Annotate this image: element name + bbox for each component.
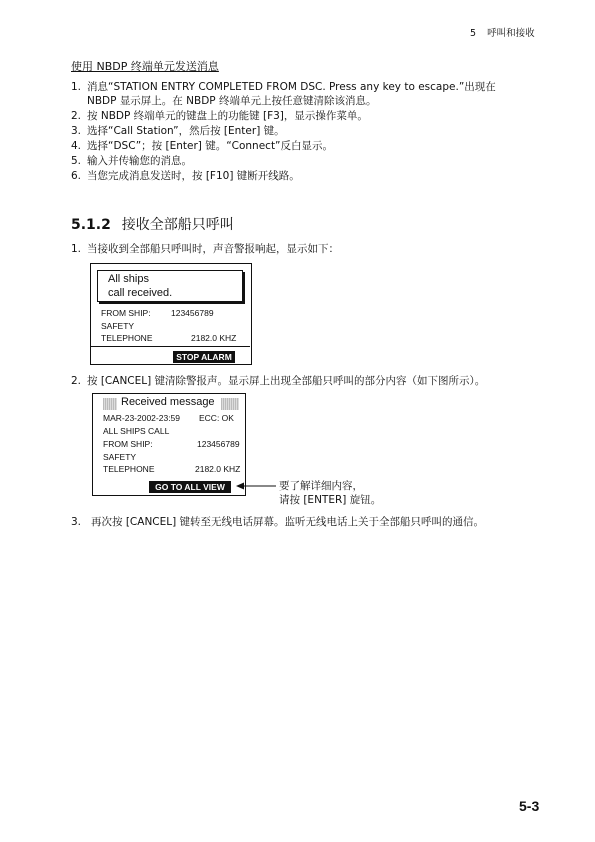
- from-ship-label: FROM SHIP:: [101, 308, 151, 318]
- from-ship-value: 123456789: [197, 439, 240, 449]
- page-number: 5-3: [519, 798, 540, 814]
- list-item: 2. 按 [CANCEL] 键清除警报声。显示屏上出现全部船只呼叫的部分内容（如下图所示）。: [71, 375, 486, 387]
- call-type-value: ALL SHIPS CALL: [103, 426, 170, 436]
- stop-alarm-button[interactable]: STOP ALARM: [173, 351, 235, 363]
- alarm-message-line2: call received.: [108, 287, 173, 299]
- subsection-heading: [71, 214, 234, 234]
- divider: [91, 346, 250, 347]
- title-bar-right: [221, 398, 239, 410]
- list-item: 3. 再次按 [CANCEL] 键转至无线电话屏幕。监听无线电话上关于全部船只呼叫的通信。: [71, 516, 485, 528]
- callout-arrow-icon: [236, 481, 276, 491]
- list-item: 1. 当接收到全部船只呼叫时，声音警报响起，显示如下：: [71, 243, 339, 255]
- running-header: [470, 25, 535, 39]
- subsection-number: 5.1.2: [71, 217, 111, 233]
- subsection-title: 接收全部船只呼叫: [121, 217, 234, 233]
- list-item: 6. 当您完成消息发送时，按 [F10] 键断开线路。: [71, 170, 300, 182]
- go-to-all-view-button[interactable]: GO TO ALL VIEW: [149, 481, 231, 493]
- datetime-value: MAR-23-2002-23:59: [103, 413, 181, 423]
- list-item: 3. 选择“Call Station”，然后按 [Enter] 键。: [71, 125, 285, 137]
- ecc-status: ECC: OK: [199, 413, 234, 423]
- panel-title: Received message: [121, 396, 215, 408]
- frequency-value: 2182.0 KHZ: [191, 333, 237, 343]
- callout-line2: 请按 [ENTER] 旋钮。: [279, 494, 382, 506]
- from-ship-value: 123456789: [171, 308, 214, 318]
- received-message-display: [92, 393, 246, 496]
- from-ship-label: FROM SHIP:: [103, 439, 153, 449]
- list-item-continuation: NBDP 显示屏上。在 NBDP 终端单元上按任意键清除该消息。: [87, 95, 377, 107]
- alarm-message-box: [97, 270, 243, 302]
- frequency-value: 2182.0 KHZ: [195, 464, 241, 474]
- all-ships-alarm-display: [90, 263, 252, 365]
- list-item: 4. 选择“DSC”；按 [Enter] 键。“Connect”反白显示。: [71, 140, 334, 152]
- mode-value: TELEPHONE: [103, 464, 155, 474]
- list-item: 1. 消息“STATION ENTRY COMPLETED FROM DSC. Press any key to escape.”出现在: [71, 81, 496, 93]
- list-item: 5. 输入并传输您的消息。: [71, 155, 192, 167]
- title-bar-left: [103, 398, 117, 410]
- callout-line1: 要了解详细内容，: [279, 480, 363, 492]
- category-value: SAFETY: [103, 452, 137, 462]
- chapter-title: 呼叫和接收: [487, 28, 535, 39]
- section-title: 使用 NBDP 终端单元发送消息: [71, 60, 219, 73]
- category-value: SAFETY: [101, 321, 135, 331]
- chapter-number: 5: [470, 28, 477, 39]
- alarm-message-line1: All ships: [108, 273, 149, 285]
- mode-value: TELEPHONE: [101, 333, 153, 343]
- list-item: 2. 按 NBDP 终端单元的键盘上的功能键 [F3]，显示操作菜单。: [71, 110, 368, 122]
